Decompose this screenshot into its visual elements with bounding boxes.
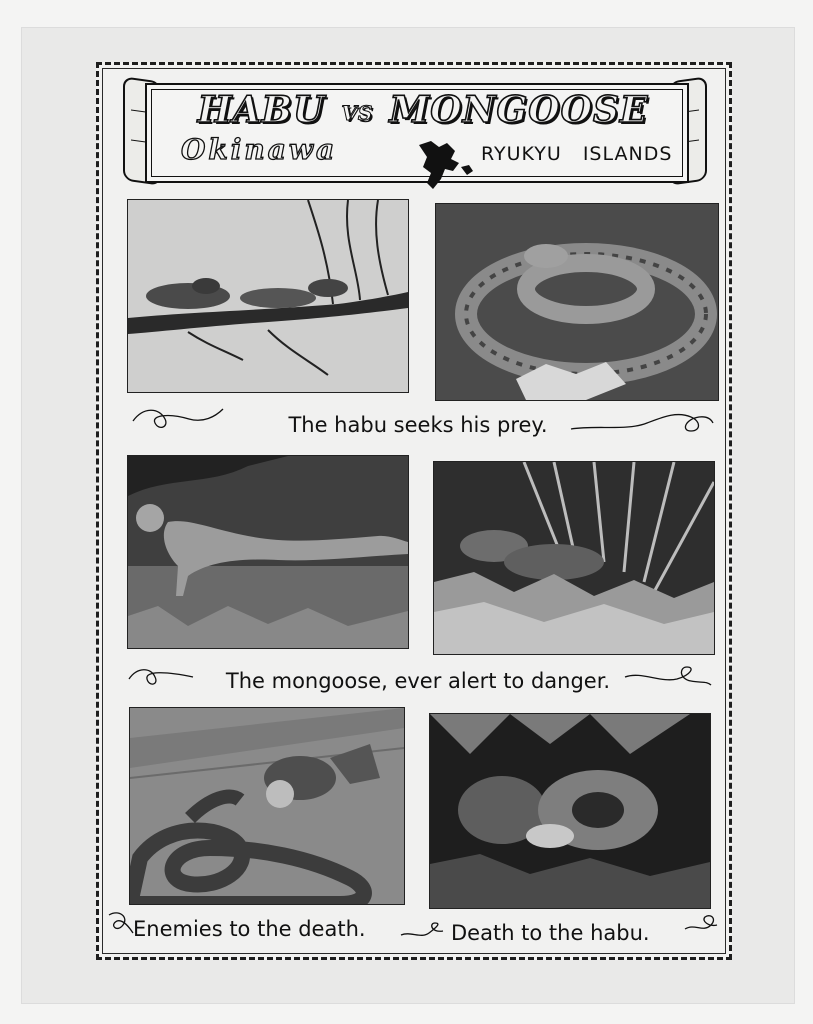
photo-mongoose-attacks-habu (129, 707, 405, 905)
photo-mongoose-kills-habu (429, 713, 711, 909)
flourish-middle-3 (399, 915, 449, 947)
title-okinawa: Okinawa (181, 133, 338, 166)
photo-habu-on-branch (127, 199, 409, 393)
caption-enemies: Enemies to the death. (133, 917, 366, 941)
caption-death-to-habu: Death to the habu. (451, 921, 650, 945)
poster-title (173, 89, 673, 131)
flourish-right-2 (621, 661, 713, 693)
photo-habu-coiled (435, 203, 719, 401)
poster-border (102, 68, 726, 954)
title-vs: VS (341, 101, 374, 125)
title-banner (123, 77, 713, 185)
title-ryukyu-islands: RYUKYU ISLANDS (481, 143, 673, 165)
caption-mongoose-alert: The mongoose, ever alert to danger. (225, 669, 611, 693)
flourish-right-3 (681, 911, 721, 943)
poster (96, 62, 732, 960)
flourish-right-1 (567, 405, 715, 437)
title-mongoose: MONGOOSE (389, 89, 649, 131)
okinawa-map-icon (411, 137, 483, 195)
caption-habu-seeks-prey: The habu seeks his prey. (288, 413, 548, 437)
flourish-left-3 (103, 907, 135, 939)
photo-mongoose-standing (127, 455, 409, 649)
title-habu: HABU (197, 89, 326, 131)
photo-mongoose-in-grass (433, 461, 715, 655)
